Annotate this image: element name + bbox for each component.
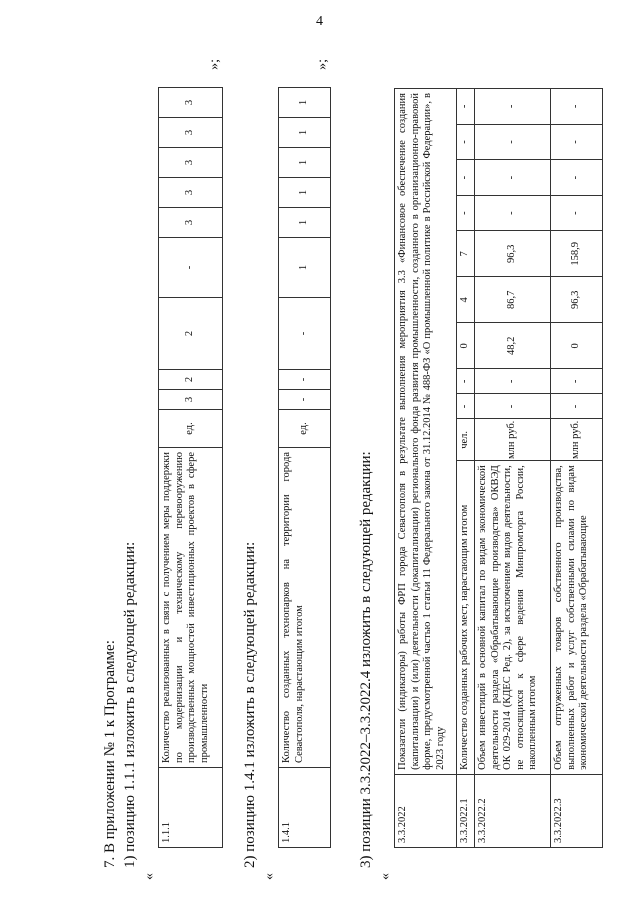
row-description: Объем отгруженных товаров собственного производства, выполненных работ и услуг собственными силами по видам экономической деятельности раздела «Обрабатывающие <box>551 461 603 775</box>
row-value: - <box>279 298 331 370</box>
item-3-table-wrap <box>394 88 603 848</box>
row-description: Количество созданных технопарков на территории города Севастополя, нарастающим итогом <box>279 448 331 768</box>
row-value: 4 <box>457 277 475 323</box>
row-value: - <box>457 124 475 160</box>
item-1-quote-close: »; <box>207 59 222 70</box>
row-unit: чел. <box>457 419 475 461</box>
row-value: 3 <box>159 118 223 148</box>
row-code: 3.3.2022.3 <box>551 774 603 847</box>
row-value: 158,9 <box>551 231 603 277</box>
row-value: 1 <box>279 178 331 208</box>
row-value: 7 <box>457 231 475 277</box>
row-value: 96,3 <box>475 231 551 277</box>
row-value: 86,7 <box>475 277 551 323</box>
row-value: 3 <box>159 178 223 208</box>
item-2-quote-open: « <box>262 873 277 880</box>
row-value: 1 <box>279 148 331 178</box>
row-value: 0 <box>457 323 475 369</box>
table-row <box>457 89 475 848</box>
row-value: - <box>475 394 551 419</box>
row-code: 3.3.2022.2 <box>475 774 551 847</box>
row-description: Объем инвестиций в основной капитал по видам экономической деятельности раздела «Обрабатывающие производства» ОКВЭД ОК 029-2014 (КДЕС Ред. 2), за исключением видов деятельности, не относящихся к сфере ведения Минпромторга России, накопленным итогом <box>475 461 551 775</box>
row-unit: млн руб. <box>551 419 603 461</box>
item-3-intro: 3) позиции 3.3.2022–3.3.2022.4 изложить в следующей редакции: <box>358 451 374 868</box>
row-value: - <box>457 195 475 231</box>
row-value: - <box>551 160 603 196</box>
item-1-intro: 1) позицию 1.1.1 изложить в следующей редакции: <box>122 541 138 868</box>
row-value: - <box>551 369 603 394</box>
row-code: 3.3.2022.1 <box>457 774 475 847</box>
table-row <box>551 89 603 848</box>
row-value: 0 <box>551 323 603 369</box>
item-2-intro: 2) позицию 1.4.1 изложить в следующей редакции: <box>242 541 258 868</box>
row-value: - <box>457 369 475 394</box>
page-number: 4 <box>316 14 323 29</box>
row-value: - <box>551 195 603 231</box>
row-value: 3 <box>159 148 223 178</box>
item-2-table-wrap <box>278 59 331 848</box>
row-value: - <box>279 370 331 390</box>
row-value: - <box>475 124 551 160</box>
row-value: - <box>457 160 475 196</box>
row-value: - <box>551 89 603 125</box>
row-value: - <box>475 369 551 394</box>
table-row <box>475 89 551 848</box>
row-value: 48,2 <box>475 323 551 369</box>
row-unit: млн руб. <box>475 419 551 461</box>
item-2-table <box>278 87 331 848</box>
row-value: - <box>159 238 223 298</box>
row-value: 3 <box>159 390 223 410</box>
row-value: 3 <box>159 208 223 238</box>
row-value: - <box>457 394 475 419</box>
row-code: 1.1.1 <box>159 768 223 848</box>
row-code: 1.4.1 <box>279 768 331 848</box>
item-3-table <box>394 88 603 848</box>
row-value: 1 <box>279 118 331 148</box>
row-value: - <box>457 89 475 125</box>
row-value: 1 <box>279 88 331 118</box>
row-description: Показатели (индикаторы) работы ФРП города Севастополя в результате выполнения мероприятия 3.3 «Финансовое обеспечение создания (капитализации) и (или) деятельности (докапитализации) регионального фонда развития промышленности, созданного в организационно-правовой форме, предусмотренной частью 1 статьи 11 Федерального закона от 31.12.2014 № 488-ФЗ «О промышленной политике в Российской Федерации», в 2023 году <box>395 89 457 775</box>
row-unit: ед. <box>279 410 331 448</box>
row-code: 3.3.2022 <box>395 774 457 847</box>
row-value: - <box>475 160 551 196</box>
item-1-table-wrap <box>158 59 223 848</box>
item-3-quote-open: « <box>378 873 393 880</box>
row-value: - <box>279 390 331 410</box>
item-1-table <box>158 87 223 848</box>
row-value: - <box>551 394 603 419</box>
section-heading: 7. В приложении № 1 к Программе: <box>102 640 118 868</box>
row-value: 2 <box>159 298 223 370</box>
rotated-content <box>100 48 620 880</box>
row-value: - <box>551 124 603 160</box>
row-unit: ед. <box>159 410 223 448</box>
table-row <box>279 88 331 848</box>
row-value: 1 <box>279 238 331 298</box>
row-value: 96,3 <box>551 277 603 323</box>
item-2-quote-close: »; <box>315 59 330 70</box>
row-value: 2 <box>159 370 223 390</box>
table-row <box>159 88 223 848</box>
table-row <box>395 89 457 848</box>
row-description: Количество реализованных в связи с получением меры поддержки по модернизации и техническому перевооружению производственных мощностей инвестиционных проектов в сфере промышленности <box>159 448 223 768</box>
row-value: - <box>475 89 551 125</box>
row-value: - <box>475 195 551 231</box>
item-1-quote-open: « <box>142 873 157 880</box>
row-value: 3 <box>159 88 223 118</box>
row-value: 1 <box>279 208 331 238</box>
row-description: Количество созданных рабочих мест, нарастающим итогом <box>457 461 475 775</box>
